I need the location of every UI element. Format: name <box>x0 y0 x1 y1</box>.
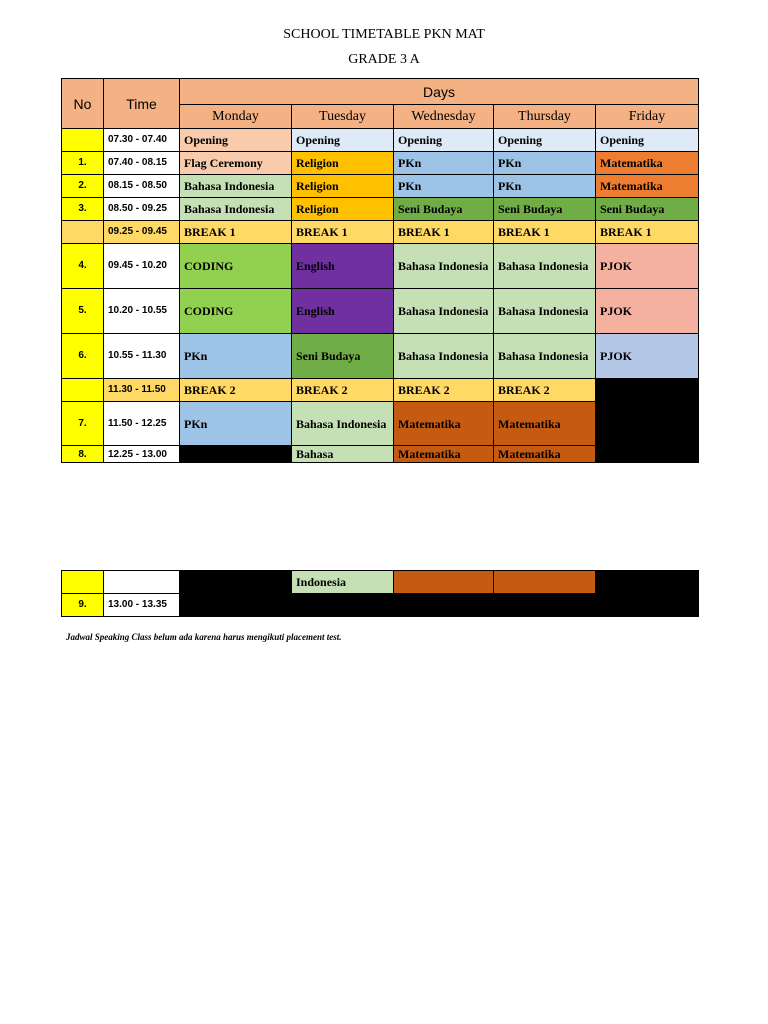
cell-tuesday: BREAK 1 <box>292 221 394 244</box>
cell-tuesday: Religion <box>292 152 394 175</box>
header-friday: Friday <box>596 105 699 129</box>
cell-thursday: Bahasa Indonesia <box>494 334 596 379</box>
row-time: 10.20 - 10.55 <box>104 289 180 334</box>
header-time: Time <box>104 79 180 129</box>
row-no <box>62 379 104 402</box>
cell-thursday <box>494 571 596 594</box>
cell-thursday-blocked <box>494 594 596 617</box>
cell-wednesday: PKn <box>394 175 494 198</box>
row-no <box>62 571 104 594</box>
page-title: SCHOOL TIMETABLE PKN MAT <box>283 27 485 42</box>
cell-wednesday: Bahasa Indonesia <box>394 244 494 289</box>
cell-friday: PJOK <box>596 334 699 379</box>
table-row <box>62 244 699 289</box>
cell-monday: PKn <box>180 334 292 379</box>
row-no: 3. <box>62 198 104 221</box>
cell-tuesday: English <box>292 289 394 334</box>
row-time: 10.55 - 11.30 <box>104 334 180 379</box>
cell-wednesday: Bahasa Indonesia <box>394 289 494 334</box>
cell-tuesday: English <box>292 244 394 289</box>
header-days: Days <box>180 79 699 105</box>
cell-wednesday: Matematika <box>394 402 494 446</box>
row-time: 09.45 - 10.20 <box>104 244 180 289</box>
row-time: 07.40 - 08.15 <box>104 152 180 175</box>
cell-monday: Opening <box>180 129 292 152</box>
row-time: 11.50 - 12.25 <box>104 402 180 446</box>
cell-wednesday: Bahasa Indonesia <box>394 334 494 379</box>
footnote: Jadwal Speaking Class belum ada karena harus mengikuti placement test. <box>66 632 342 642</box>
row-time: 12.25 - 13.00 <box>104 446 180 463</box>
row-no: 5. <box>62 289 104 334</box>
cell-thursday: BREAK 2 <box>494 379 596 402</box>
header-thursday: Thursday <box>494 105 596 129</box>
cell-thursday: PKn <box>494 152 596 175</box>
row-no: 8. <box>62 446 104 463</box>
cell-friday: Matematika <box>596 152 699 175</box>
cell-monday-blocked <box>180 446 292 463</box>
cell-monday: Bahasa Indonesia <box>180 175 292 198</box>
cell-friday: PJOK <box>596 289 699 334</box>
cell-friday-blocked <box>596 571 699 617</box>
cell-tuesday: Opening <box>292 129 394 152</box>
row-no <box>62 129 104 152</box>
cell-wednesday: BREAK 2 <box>394 379 494 402</box>
table-row <box>62 175 699 198</box>
row-time: 08.50 - 09.25 <box>104 198 180 221</box>
cell-friday-blocked <box>596 379 699 463</box>
cell-friday: PJOK <box>596 244 699 289</box>
cell-thursday: BREAK 1 <box>494 221 596 244</box>
cell-monday: Flag Ceremony <box>180 152 292 175</box>
cell-monday: Bahasa Indonesia <box>180 198 292 221</box>
row-time: 11.30 - 11.50 <box>104 379 180 402</box>
row-no <box>62 221 104 244</box>
row-no: 2. <box>62 175 104 198</box>
table-row <box>62 379 699 402</box>
cell-tuesday: Religion <box>292 175 394 198</box>
cell-tuesday: Indonesia <box>292 571 394 594</box>
cell-thursday: Opening <box>494 129 596 152</box>
cell-monday: CODING <box>180 289 292 334</box>
row-time <box>104 571 180 594</box>
cell-tuesday: Seni Budaya <box>292 334 394 379</box>
cell-monday: BREAK 1 <box>180 221 292 244</box>
cell-thursday: PKn <box>494 175 596 198</box>
row-no: 9. <box>62 594 104 617</box>
row-time: 08.15 - 08.50 <box>104 175 180 198</box>
row-no: 6. <box>62 334 104 379</box>
timetable-continuation <box>61 570 699 617</box>
cell-wednesday-blocked <box>394 594 494 617</box>
row-no: 4. <box>62 244 104 289</box>
table-row <box>62 129 699 152</box>
table-row <box>62 198 699 221</box>
cell-wednesday: BREAK 1 <box>394 221 494 244</box>
header-no: No <box>62 79 104 129</box>
cell-thursday: Seni Budaya <box>494 198 596 221</box>
header-wednesday: Wednesday <box>394 105 494 129</box>
cell-monday: BREAK 2 <box>180 379 292 402</box>
row-no: 7. <box>62 402 104 446</box>
header-tuesday: Tuesday <box>292 105 394 129</box>
cell-wednesday: Opening <box>394 129 494 152</box>
cell-thursday: Matematika <box>494 402 596 446</box>
header-monday: Monday <box>180 105 292 129</box>
cell-wednesday <box>394 571 494 594</box>
table-row <box>62 221 699 244</box>
row-time: 09.25 - 09.45 <box>104 221 180 244</box>
cell-monday: CODING <box>180 244 292 289</box>
cell-thursday: Bahasa Indonesia <box>494 289 596 334</box>
cell-wednesday: PKn <box>394 152 494 175</box>
table-row <box>62 334 699 379</box>
row-time: 07.30 - 07.40 <box>104 129 180 152</box>
cell-thursday: Bahasa Indonesia <box>494 244 596 289</box>
cell-friday: Opening <box>596 129 699 152</box>
cell-friday: Matematika <box>596 175 699 198</box>
table-row <box>62 289 699 334</box>
cell-thursday: Matematika <box>494 446 596 463</box>
cell-tuesday: Religion <box>292 198 394 221</box>
page-subtitle: GRADE 3 A <box>348 52 420 67</box>
cell-monday-blocked <box>180 571 292 617</box>
cell-friday: Seni Budaya <box>596 198 699 221</box>
cell-tuesday: Bahasa <box>292 446 394 463</box>
cell-friday: BREAK 1 <box>596 221 699 244</box>
row-time: 13.00 - 13.35 <box>104 594 180 617</box>
cell-wednesday: Seni Budaya <box>394 198 494 221</box>
row-no: 1. <box>62 152 104 175</box>
table-row <box>62 152 699 175</box>
timetable <box>61 78 699 463</box>
cell-tuesday: Bahasa Indonesia <box>292 402 394 446</box>
cell-monday: PKn <box>180 402 292 446</box>
cell-wednesday: Matematika <box>394 446 494 463</box>
table-row <box>62 571 699 594</box>
cell-tuesday-blocked <box>292 594 394 617</box>
cell-tuesday: BREAK 2 <box>292 379 394 402</box>
